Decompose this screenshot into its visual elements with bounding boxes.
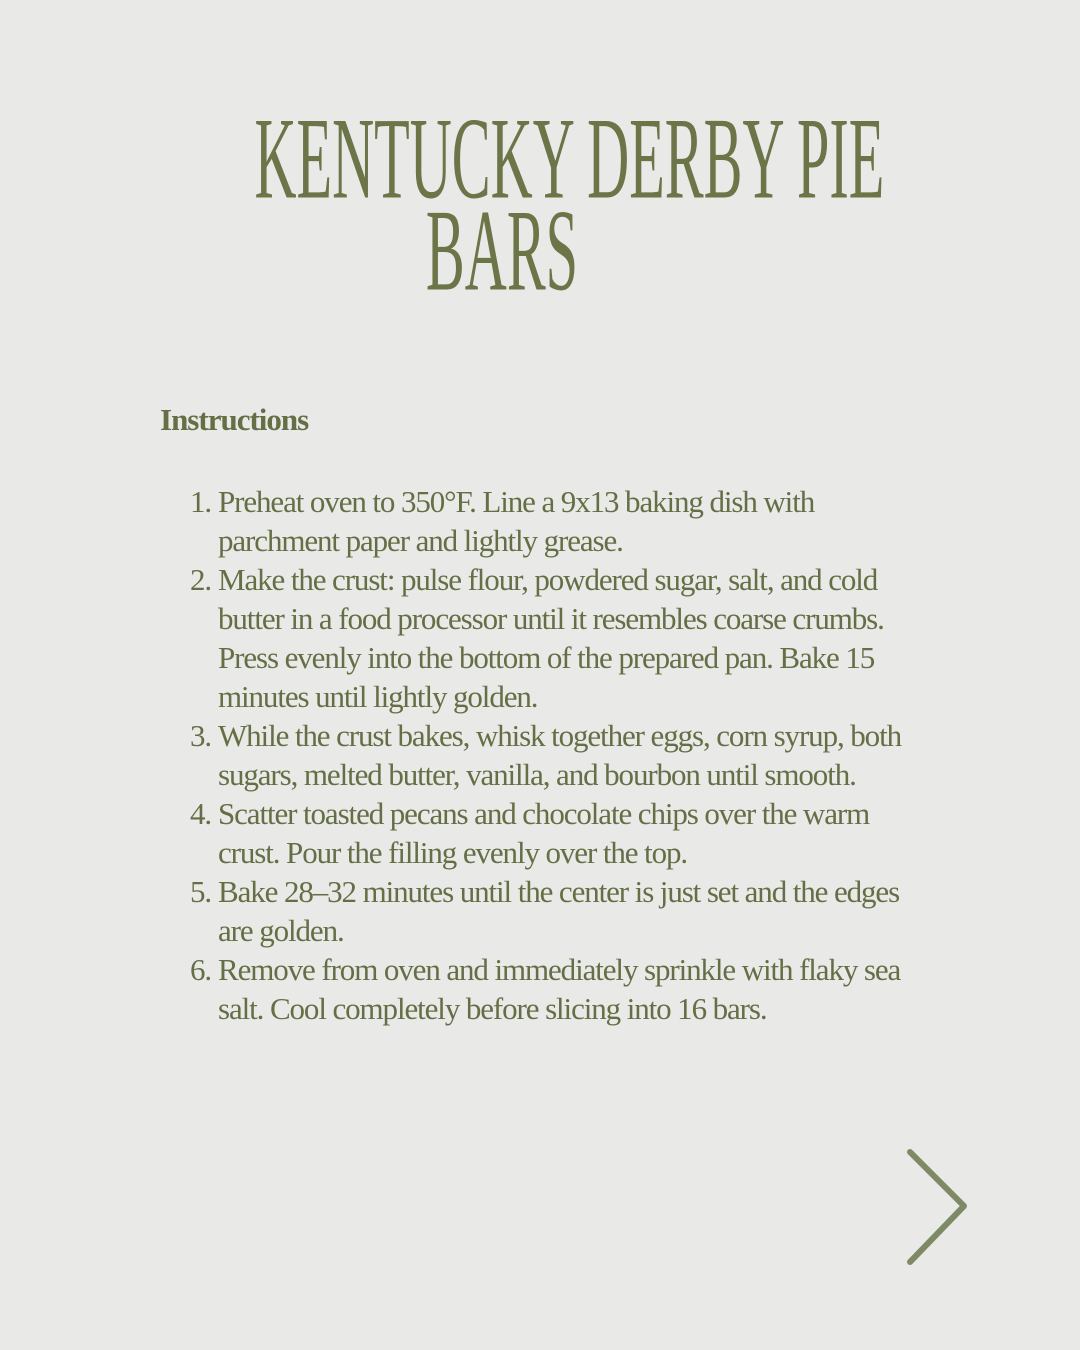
step-number: 6. xyxy=(190,952,212,987)
instruction-step-2 xyxy=(190,560,910,716)
instructions-list xyxy=(190,482,910,1028)
step-text: Make the crust: pulse flour, powdered sugar, salt, and cold butter in a food processor until it resembles coarse crumbs. Press evenly into the bottom of the prepared pan. Bake 15 minutes until lightly golden. xyxy=(218,562,884,714)
step-number: 3. xyxy=(190,718,212,753)
next-slide-button[interactable] xyxy=(896,1142,978,1272)
step-number: 4. xyxy=(190,796,212,831)
step-text: Scatter toasted pecans and chocolate chips over the warm crust. Pour the filling evenly over the top. xyxy=(218,796,870,870)
step-number: 5. xyxy=(190,874,212,909)
step-number: 1. xyxy=(190,484,212,519)
instruction-step-4 xyxy=(190,794,910,872)
instruction-step-5 xyxy=(190,872,910,950)
step-text: Remove from oven and immediately sprinkle with flaky sea salt. Cool completely before slicing into 16 bars. xyxy=(218,952,901,1026)
chevron-right-icon xyxy=(896,1142,978,1272)
step-text: Bake 28–32 minutes until the center is just set and the edges are golden. xyxy=(218,874,900,948)
step-text: Preheat oven to 350°F. Line a 9x13 baking dish with parchment paper and lightly grease. xyxy=(218,484,815,558)
instruction-step-1 xyxy=(190,482,910,560)
page-title xyxy=(254,94,885,316)
instruction-step-6 xyxy=(190,950,910,1028)
title-line-1: KENTUCKY DERBY PIE xyxy=(254,94,885,224)
step-text: While the crust bakes, whisk together eggs, corn syrup, both sugars, melted butter, vanilla, and bourbon until smooth. xyxy=(218,718,901,792)
instructions-heading: Instructions xyxy=(160,402,309,437)
instruction-step-3 xyxy=(190,716,910,794)
step-number: 2. xyxy=(190,562,212,597)
title-line-2: BARS xyxy=(425,186,579,316)
